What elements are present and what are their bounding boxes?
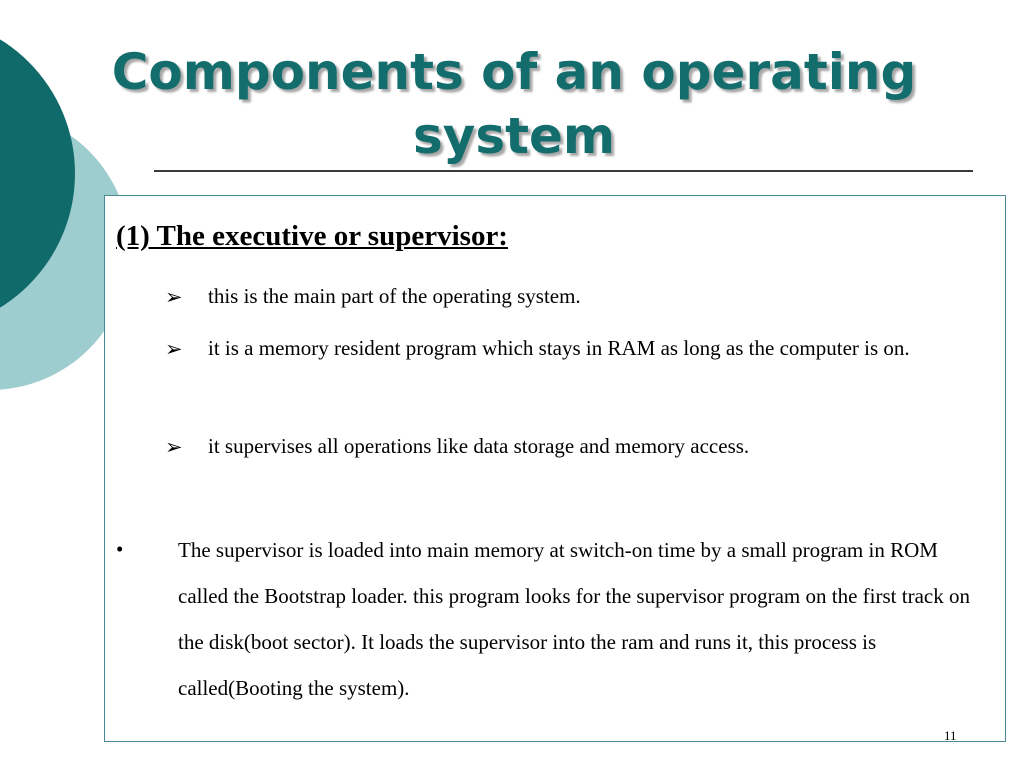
arrow-item-3: it supervises all operations like data storage and memory access. [208,434,750,458]
arrow-item-2: it is a memory resident program which stays in RAM as long as the computer is on. [208,336,910,360]
arrow-item-1: this is the main part of the operating system. [208,284,581,308]
arrow-bullet-icon: ➢ [165,435,183,459]
arrow-bullet-icon: ➢ [165,285,183,309]
section-heading: (1) The executive or supervisor: [116,220,508,252]
round-bullet-icon: • [116,537,124,561]
title-divider [154,170,973,172]
slide-title: Components of an operating system [111,43,917,165]
bootstrap-paragraph: The supervisor is loaded into main memory at switch-on time by a small program in ROM called the Bootstrap loader. this program looks for the supervisor program on the first track on the disk(boot sector). It loads the supervisor into the ram and runs it, this process is called(Booting the system). [178,538,970,700]
page-number: 11 [944,728,957,743]
arrow-bullet-icon: ➢ [165,337,183,361]
